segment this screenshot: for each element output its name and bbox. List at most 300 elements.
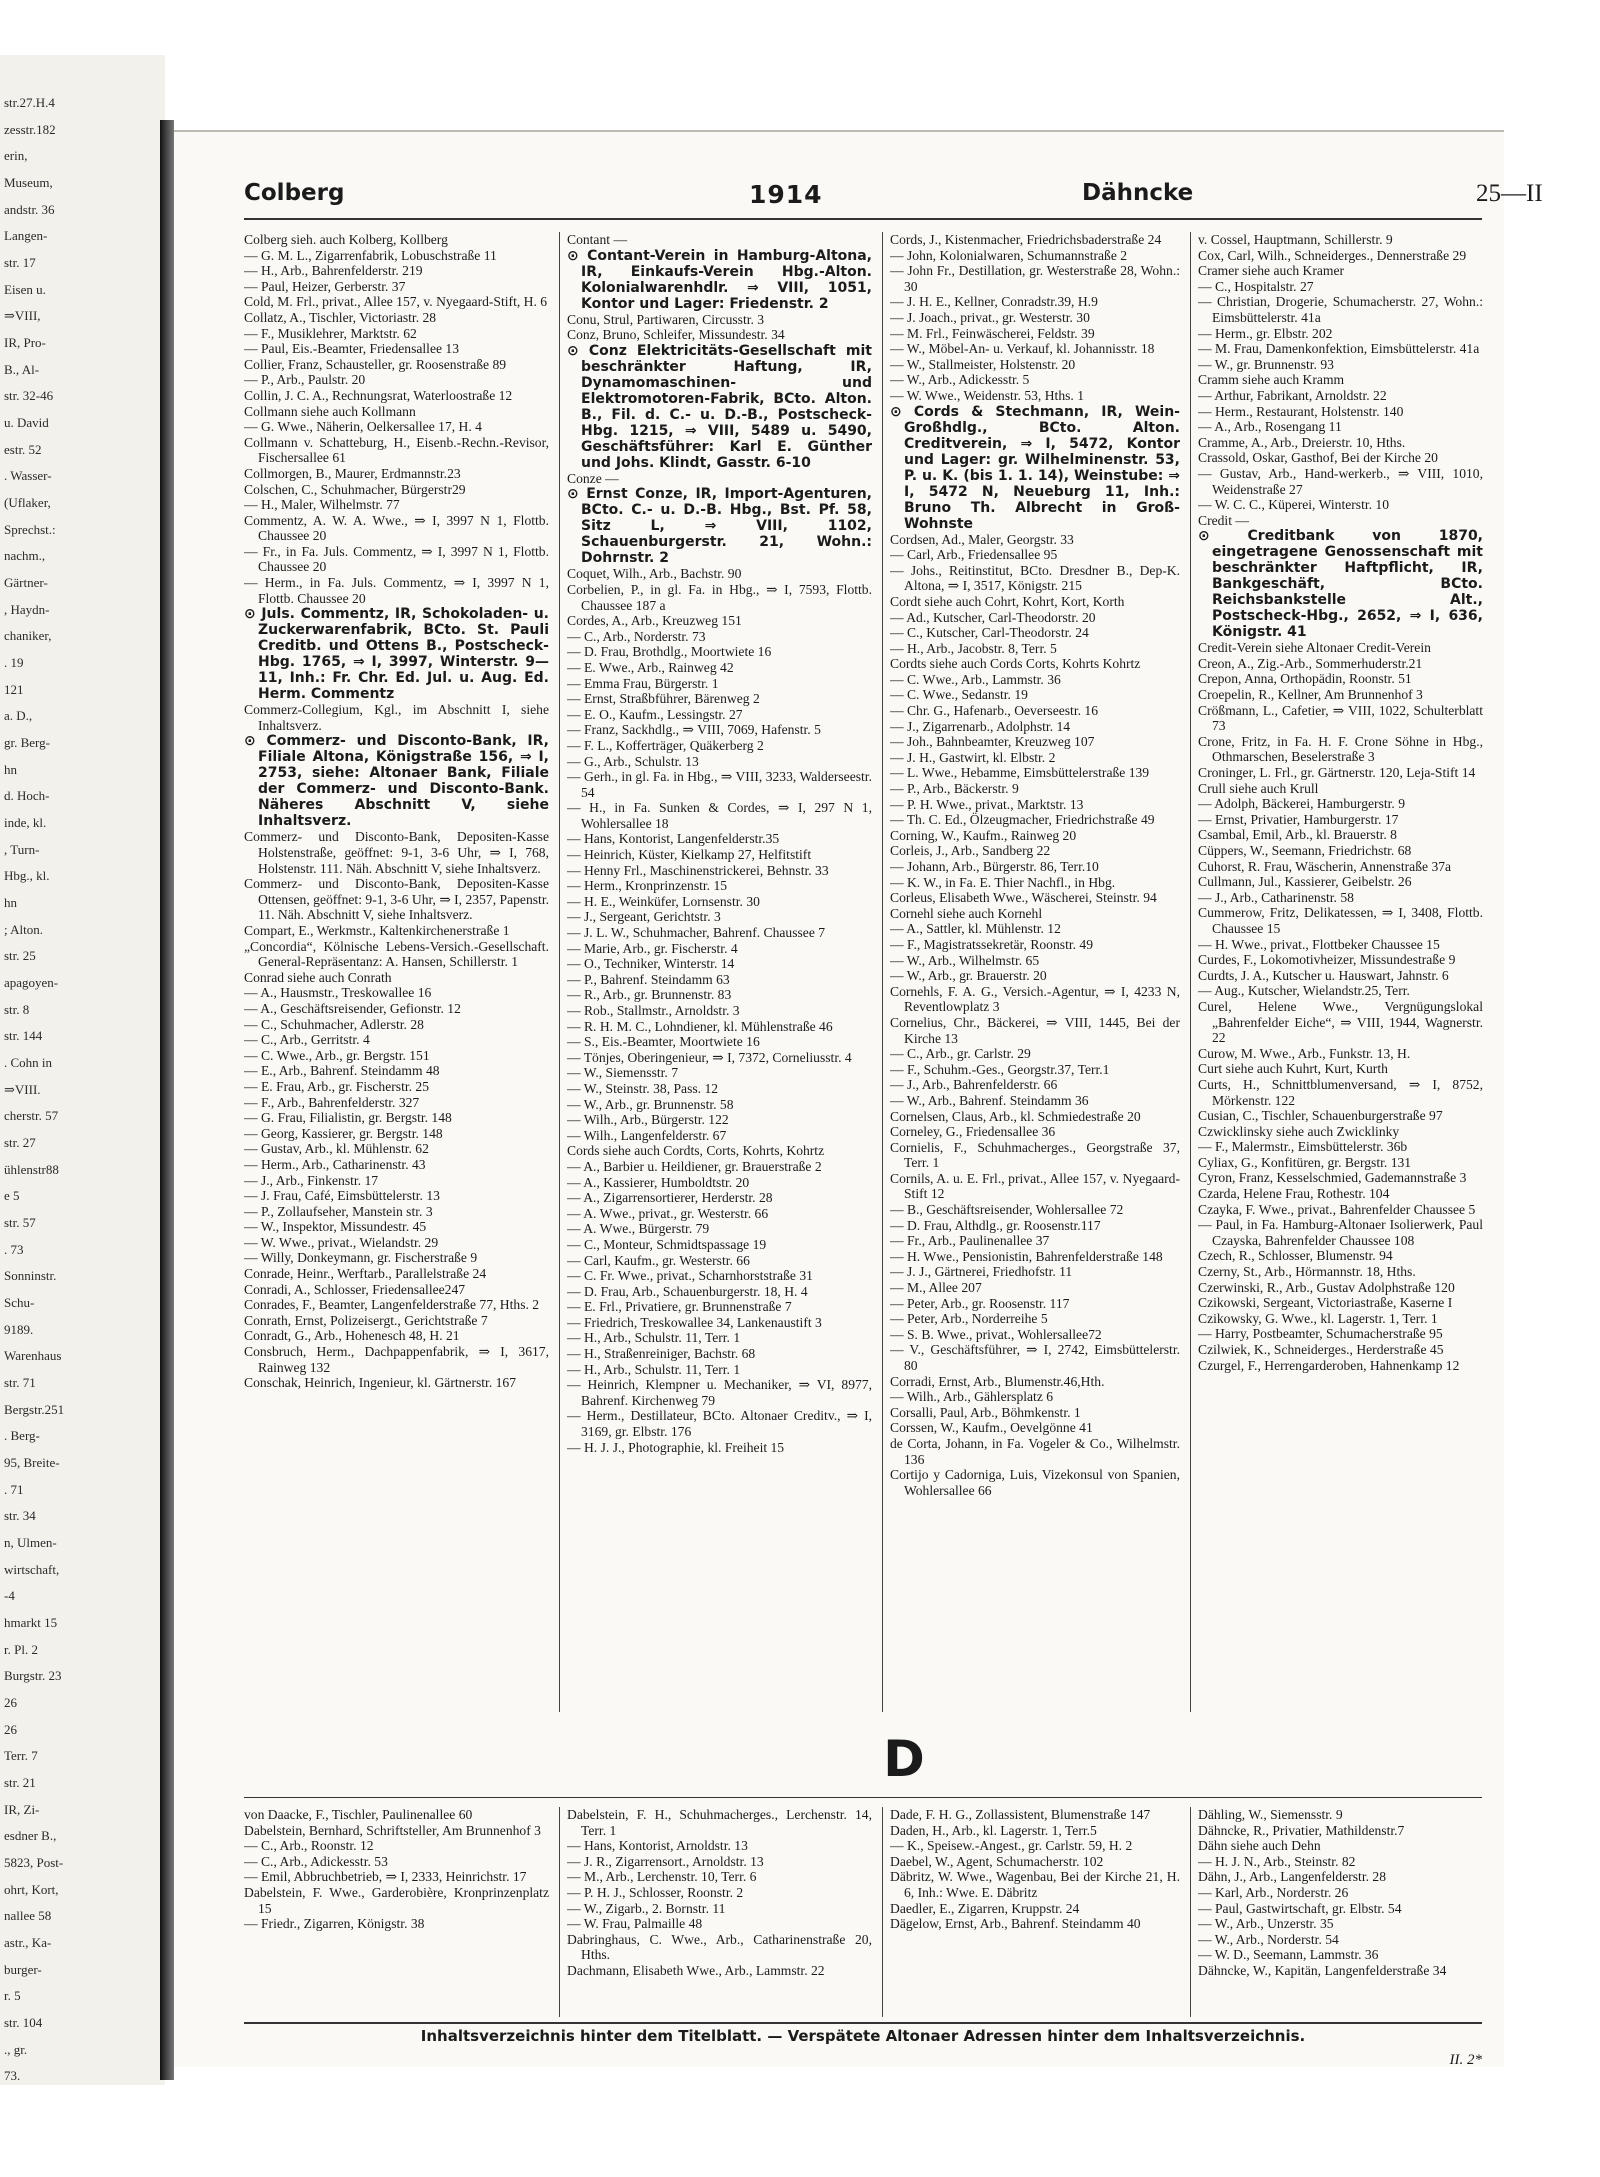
neighbour-text-fragment: str. 21	[4, 1775, 36, 1790]
directory-entry: — J., Sergeant, Gerichtstr. 3	[567, 909, 721, 925]
directory-entry: — Marie, Arb., gr. Fischerstr. 4	[567, 940, 738, 956]
directory-entry: — P., Bahrenf. Steindamm 63	[567, 971, 730, 987]
directory-entry: — Gerh., in gl. Fa. in Hbg., ⇒ VIII, 3233, Walderseestr. 54	[567, 769, 872, 800]
neighbour-text-fragment: . Wasser-	[4, 468, 52, 483]
directory-entry: ⊙ Contant-Verein in Hamburg-Altona, IR, Einkaufs-Verein Hbg.-Alton. Kolonialwarenhdlr. ⇒ VIII, 1051, Kontor und Lager: Friedenstr. 2	[567, 247, 872, 312]
directory-entry: — Wilh., Arb., Gählersplatz 6	[890, 1389, 1054, 1405]
directory-entry: — K., Speisew.-Angest., gr. Carlstr. 59, H. 2	[890, 1838, 1133, 1854]
header-first-name: Colberg	[244, 180, 345, 206]
directory-entry: Curts, H., Schnittblumenversand, ⇒ I, 8752, Mörkenstr. 122	[1198, 1076, 1483, 1108]
directory-entry: — F., Malermstr., Eimsbüttelerstr. 36b	[1198, 1139, 1408, 1155]
directory-entry: Dachmann, Elisabeth Wwe., Arb., Lammstr. 22	[567, 1962, 825, 1978]
directory-entry: — R. H. M. C., Lohndiener, kl. Mühlenstraße 46	[567, 1018, 833, 1034]
directory-entry: Credit-Verein siehe Altonaer Credit-Verein	[1198, 640, 1431, 656]
directory-entry: Commentz, A. W. A. Wwe., ⇒ I, 3997 N 1, Flottb. Chaussee 20	[244, 512, 549, 544]
directory-entry: — Emil, Abbruchbetrieb, ⇒ I, 2333, Heinrichstr. 17	[244, 1869, 527, 1885]
neighbour-text-fragment: astr., Ka-	[4, 1935, 52, 1950]
neighbour-text-fragment: 9189.	[4, 1322, 34, 1337]
directory-entry: — Joh., Bahnbeamter, Kreuzweg 107	[890, 734, 1095, 750]
directory-entry: — John Fr., Destillation, gr. Westerstraße 28, Wohn.: 30	[890, 263, 1180, 294]
directory-entry: Corleus, Elisabeth Wwe., Wäscherei, Steinstr. 94	[890, 890, 1157, 906]
directory-entry: Cordts siehe auch Cords Corts, Kohrts Kohrtz	[890, 656, 1141, 672]
neighbour-text-fragment: str. 104	[4, 2015, 43, 2030]
directory-entry: Corbelien, P., in gl. Fa. in Hbg., ⇒ I, 7593, Flottb. Chaussee 187 a	[567, 581, 872, 613]
directory-entry: — B., Geschäftsreisender, Wohlersallee 72	[890, 1202, 1124, 1218]
neighbour-text-fragment: str. 57	[4, 1215, 36, 1230]
directory-entry: — J. L. W., Schuhmacher, Bahrenf. Chaussee 7	[567, 925, 826, 941]
directory-entry: Cornelius, Chr., Bäckerei, ⇒ VIII, 1445, Bei der Kirche 13	[890, 1014, 1180, 1046]
directory-entry: Dabelstein, F. H., Schuhmacherges., Lerchenstr. 14, Terr. 1	[567, 1807, 872, 1838]
directory-entry: — W., Arb., Norderstr. 54	[1198, 1931, 1339, 1947]
neighbour-text-fragment: 26	[4, 1695, 17, 1710]
neighbour-text-fragment: 26	[4, 1722, 17, 1737]
directory-entry: — E. Frau, Arb., gr. Fischerstr. 25	[244, 1078, 430, 1094]
directory-entry: — J., Arb., Catharinenstr. 58	[1198, 889, 1354, 905]
neighbour-text-fragment: IR, Zi-	[4, 1802, 40, 1817]
neighbour-text-fragment: erin,	[4, 148, 28, 163]
neighbour-text-fragment: -4	[4, 1588, 15, 1603]
neighbour-text-fragment: wirtschaft,	[4, 1562, 60, 1577]
neighbour-text-fragment: inde, kl.	[4, 815, 47, 830]
directory-entry: — F., Arb., Bahrenfelderstr. 327	[244, 1094, 420, 1110]
directory-entry: — G. Wwe., Näherin, Oelkersallee 17, H. 4	[244, 419, 482, 435]
neighbour-text-fragment: Gärtner-	[4, 575, 48, 590]
directory-entry: Cornehls, F. A. G., Versich.-Agentur, ⇒ I, 4233 N, Reventlowplatz 3	[890, 983, 1180, 1015]
directory-entry: Conz, Bruno, Schleifer, Missundestr. 34	[567, 327, 785, 343]
directory-entry: — J. Frau, Café, Eimsbüttelerstr. 13	[244, 1188, 440, 1204]
directory-page	[174, 130, 1543, 2068]
directory-entry: — V., Geschäftsführer, ⇒ I, 2742, Eimsbüttelerstr. 80	[890, 1342, 1180, 1373]
directory-entry: Curdts, J. A., Kutscher u. Hauswart, Jahnstr. 6	[1198, 967, 1449, 983]
directory-entry: ⊙ Conz Elektricitäts-Gesellschaft mit beschränkter Haftung, IR, Dynamomaschinen- und Elektromotoren-Fabrik, BCto. Alton. B., Fil. d. C.- u. D.-B., Postscheck-Hbg. 1215, ⇒ VIII, 5489 u. 5490, Geschäftsführer: Karl E. Günther und Johs. Klindt, Gasstr. 6-10	[567, 342, 872, 471]
directory-entry: Dabelstein, Bernhard, Schriftsteller, Am Brunnenhof 3	[244, 1822, 541, 1838]
directory-entry: Crößmann, L., Cafetier, ⇒ VIII, 1022, Schulterblatt 73	[1198, 702, 1483, 734]
neighbour-text-fragment: 121	[4, 682, 24, 697]
directory-entry: — E. Wwe., Arb., Rainweg 42	[567, 659, 734, 675]
d-column-1	[244, 1807, 549, 2017]
directory-entry: — Herm., gr. Elbstr. 202	[1198, 325, 1333, 341]
directory-entry: Corsalli, Paul, Arb., Böhmkenstr. 1	[890, 1404, 1081, 1420]
directory-entry: — Th. C. Ed., Ölzeugmacher, Friedrichstraße 49	[890, 812, 1155, 828]
neighbour-text-fragment: str. 144	[4, 1028, 43, 1043]
neighbour-text-fragment: str. 71	[4, 1375, 36, 1390]
directory-entry: — J. H., Gastwirt, kl. Elbstr. 2	[890, 749, 1056, 765]
neighbour-text-fragment: esdner B.,	[4, 1828, 57, 1843]
directory-entry: — J. J., Gärtnerei, Friedhofstr. 11	[890, 1264, 1073, 1280]
directory-entry: — Heinrich, Küster, Kielkamp 27, Helfitstift	[567, 847, 812, 863]
directory-entry: — Hans, Kontorist, Arnoldstr. 13	[567, 1838, 748, 1854]
neighbour-text-fragment: str. 17	[4, 255, 36, 270]
directory-entry: Cordes, A., Arb., Kreuzweg 151	[567, 613, 742, 629]
column-divider	[559, 1807, 560, 2017]
section-letter: D	[883, 1730, 925, 1788]
directory-entry: — Friedrich, Treskowallee 34, Lankenaustift 3	[567, 1314, 822, 1330]
directory-entry: — A., Arb., Rosengang 11	[1198, 419, 1342, 435]
directory-entry: Daden, H., Arb., kl. Lagerstr. 1, Terr.5	[890, 1822, 1097, 1838]
directory-entry: — Paul, Eis.-Beamter, Friedensallee 13	[244, 341, 460, 357]
directory-entry: — H., in Fa. Sunken & Cordes, ⇒ I, 297 N 1, Wohlersallee 18	[567, 800, 872, 831]
directory-entry: — D. Frau, Althdlg., gr. Roosenstr.117	[890, 1217, 1101, 1233]
directory-entry: — W., Arb., Wilhelmstr. 65	[890, 952, 1040, 968]
neighbour-text-fragment: Sprechst.:	[4, 522, 56, 537]
directory-entry: — C., Arb., gr. Carlstr. 29	[890, 1046, 1031, 1062]
directory-entry: — K. W., in Fa. E. Thier Nachfl., in Hbg.	[890, 874, 1116, 890]
directory-entry: — W., Steinstr. 38, Pass. 12	[567, 1080, 719, 1096]
directory-entry: Collatz, A., Tischler, Victoriastr. 28	[244, 309, 437, 325]
neighbour-text-fragment: estr. 52	[4, 442, 42, 457]
neighbour-text-fragment: B., Al-	[4, 362, 40, 377]
directory-entry: — F. L., Kofferträger, Quäkerberg 2	[567, 737, 764, 753]
directory-entry: — P. H. Wwe., privat., Marktstr. 13	[890, 796, 1084, 812]
directory-entry: — E. O., Kaufm., Lessingstr. 27	[567, 706, 743, 722]
directory-entry: Csambal, Emil, Arb., kl. Brauerstr. 8	[1198, 827, 1397, 843]
directory-entry: Cords, J., Kistenmacher, Friedrichsbaderstraße 24	[890, 232, 1162, 247]
directory-entry: — Georg, Kassierer, gr. Bergstr. 148	[244, 1125, 443, 1141]
directory-entry: — H., Arb., Bahrenfelderstr. 219	[244, 263, 423, 279]
directory-entry: — Ernst, Straßbführer, Bärenweg 2	[567, 691, 760, 707]
neighbour-text-fragment: ⇒VIII.	[4, 1082, 41, 1097]
directory-entry: Conrad siehe auch Conrath	[244, 969, 392, 985]
neighbour-text-fragment: r. 5	[4, 1988, 21, 2003]
directory-entry: Curt siehe auch Kuhrt, Kurt, Kurth	[1198, 1061, 1388, 1077]
directory-entry: Cold, M. Frl., privat., Allee 157, v. Nyegaard-Stift, H. 6	[244, 294, 548, 310]
neighbour-text-fragment: ühlenstr88	[4, 1162, 59, 1177]
directory-entry: — J. R., Zigarrensort., Arnoldstr. 13	[567, 1853, 764, 1869]
directory-entry: — Arthur, Fabrikant, Arnoldstr. 22	[1198, 387, 1387, 403]
directory-entry: — S., Eis.-Beamter, Moortwiete 16	[567, 1034, 760, 1050]
directory-entry: Dähncke, R., Privatier, Mathildenstr.7	[1198, 1822, 1405, 1838]
directory-entry: v. Cossel, Hauptmann, Schillerstr. 9	[1198, 232, 1393, 247]
neighbour-text-fragment: hn	[4, 762, 17, 777]
neighbour-text-fragment: Bergstr.251	[4, 1402, 65, 1417]
directory-entry: — H. J. J., Photographie, kl. Freiheit 15	[567, 1439, 785, 1455]
neighbour-text-fragment: a. D.,	[4, 708, 33, 723]
directory-entry: Czikowski, Sergeant, Victoriastraße, Kaserne I	[1198, 1295, 1453, 1311]
d-column-3	[890, 1807, 1180, 2017]
directory-entry: — Ernst, Privatier, Hamburgerstr. 17	[1198, 811, 1399, 827]
directory-entry: — P., Zollaufseher, Manstein str. 3	[244, 1203, 433, 1219]
directory-entry: Croninger, L. Frl., gr. Gärtnerstr. 120, Leja-Stift 14	[1198, 765, 1476, 781]
directory-entry: Czayka, F. Wwe., privat., Bahrenfelder Chaussee 5	[1198, 1201, 1476, 1217]
directory-entry: — C. Wwe., Arb., Lammstr. 36	[890, 671, 1061, 687]
directory-entry: ⊙ Juls. Commentz, IR, Schokoladen- u. Zuckerwarenfabrik, BCto. St. Pauli Creditb. und Ottens B., Postscheck-Hbg. 1765, ⇒ I, 3997, Winterstr. 9—11, Inh.: Fr. Chr. Ed. Jul. u. Aug. Ed. Herm. Commentz	[244, 606, 549, 703]
neighbour-text-fragment: str.27.H.4	[4, 95, 55, 110]
directory-entry: Coquet, Wilh., Arb., Bachstr. 90	[567, 566, 742, 582]
directory-entry: Croepelin, R., Kellner, Am Brunnenhof 3	[1198, 687, 1423, 703]
directory-entry: — W. Frau, Palmaille 48	[567, 1916, 703, 1932]
directory-entry: Consbruch, Herm., Dachpappenfabrik, ⇒ I, 3617, Rainweg 132	[244, 1344, 549, 1375]
directory-entry: — C., Monteur, Schmidtspassage 19	[567, 1236, 767, 1252]
directory-entry: Cornehl siehe auch Kornehl	[890, 905, 1043, 921]
directory-entry: — W., Arb., gr. Brauerstr. 20	[890, 968, 1047, 984]
neighbour-text-fragment: u. David	[4, 415, 49, 430]
neighbour-text-fragment: Eisen u.	[4, 282, 46, 297]
directory-entry: Cortijo y Cadorniga, Luis, Vizekonsul von Spanien, Wohlersallee 66	[890, 1467, 1180, 1498]
directory-entry: — E., Arb., Bahrenf. Steindamm 48	[244, 1063, 440, 1079]
directory-entry: Corneley, G., Friedensallee 36	[890, 1124, 1056, 1140]
directory-entry: — C., Hospitalstr. 27	[1198, 278, 1314, 294]
directory-entry: Curdes, F., Lokomotivheizer, Missundestraße 9	[1198, 952, 1456, 968]
directory-entry: — Herm., Arb., Catharinenstr. 43	[244, 1156, 426, 1172]
directory-entry: Czwicklinsky siehe auch Zwicklinky	[1198, 1123, 1400, 1139]
directory-entry: Commerz- und Disconto-Bank, Depositen-Kasse Ottensen, geöffnet: 9-1, 3-6 Uhr, ⇒ I, 2357, Papenstr. 11. Näh. Abschnitt V, siehe Inhaltsverz.	[244, 876, 549, 923]
neighbour-text-fragment: . Cohn in	[4, 1055, 53, 1070]
directory-entry: Curow, M. Wwe., Arb., Funkstr. 13, H.	[1198, 1045, 1411, 1061]
directory-entry: de Corta, Johann, in Fa. Vogeler & Co., Wilhelmstr. 136	[890, 1435, 1180, 1467]
column-divider	[882, 1807, 883, 2017]
directory-entry: — A. Wwe., Bürgerstr. 79	[567, 1221, 710, 1237]
directory-entry: Cornielis, F., Schuhmacherges., Georgstraße 37, Terr. 1	[890, 1139, 1180, 1171]
neighbour-text-fragment: Sonninstr.	[4, 1268, 57, 1283]
directory-entry: Cullmann, Jul., Kassierer, Geibelstr. 26	[1198, 874, 1412, 890]
footer-notice: Inhaltsverzeichnis hinter dem Titelblatt. — Verspätete Altonaer Adressen hinter dem Inhaltsverzeichnis.	[420, 2027, 1306, 2045]
directory-entry: — W., Siemensstr. 7	[567, 1065, 679, 1081]
directory-entry: — C., Arb., Adickesstr. 53	[244, 1853, 388, 1869]
neighbour-page-strip	[0, 55, 165, 2085]
directory-entry: — A. Wwe., privat., gr. Westerstr. 66	[567, 1205, 769, 1221]
directory-entry: — P., Arb., Paulstr. 20	[244, 372, 366, 388]
directory-entry: Daebel, W., Agent, Schumacherstr. 102	[890, 1853, 1104, 1869]
column-divider	[882, 232, 883, 1712]
neighbour-text-fragment: chaniker,	[4, 628, 52, 643]
directory-entry: ⊙ Creditbank von 1870, eingetragene Genossenschaft mit beschränkter Haftpflicht, IR, Bankgeschäft, BCto. Reichsbankstelle Alt., Postscheck-Hbg., 2652, ⇒ I, 636, Königstr. 41	[1198, 528, 1483, 641]
directory-entry: Conu, Strul, Partiwaren, Circusstr. 3	[567, 311, 765, 327]
directory-entry: Daedler, E., Zigarren, Kruppstr. 24	[890, 1900, 1080, 1916]
directory-entry: — Herm., in Fa. Juls. Commentz, ⇒ I, 3997 N 1, Flottb. Chaussee 20	[244, 575, 549, 606]
directory-entry: — H., Arb., Schulstr. 11, Terr. 1	[567, 1361, 741, 1377]
directory-entry: Czilwiek, K., Schneiderges., Herderstraße 45	[1198, 1342, 1444, 1357]
directory-entry: ⊙ Ernst Conze, IR, Import-Agenturen, BCto. C.- u. D.-B. Hbg., Bst. Pf. 58, Sitz L, ⇒ VIII, 1102, Schauenburgerstr. 21, Wohn.: Dohrnstr. 2	[567, 486, 872, 567]
directory-entry: Dägelow, Ernst, Arb., Bahrenf. Steindamm 40	[890, 1916, 1141, 1932]
directory-entry: Czarda, Helene Frau, Rothestr. 104	[1198, 1186, 1390, 1202]
neighbour-text-fragment: Schu-	[4, 1295, 35, 1310]
directory-entry: — Karl, Arb., Norderstr. 26	[1198, 1884, 1349, 1900]
directory-entry: — A., Geschäftsreisender, Gefionstr. 12	[244, 1000, 461, 1016]
directory-entry: — W., Inspektor, Missundestr. 45	[244, 1219, 427, 1235]
neighbour-text-fragment: 73.	[4, 2068, 21, 2083]
directory-entry: Dabringhaus, C. Wwe., Arb., Catharinenstraße 20, Hths.	[567, 1931, 872, 1963]
column-divider	[1190, 232, 1191, 1712]
directory-entry: Cuhorst, R. Frau, Wäscherin, Annenstraße 37a	[1198, 858, 1452, 874]
directory-entry: — C., Kutscher, Carl-Theodorstr. 24	[890, 625, 1089, 641]
directory-entry: — M. Frau, Damenkonfektion, Eimsbüttelerstr. 41a	[1198, 341, 1480, 357]
header-rule	[244, 218, 1482, 220]
directory-entry: Cüppers, W., Seemann, Friedrichstr. 68	[1198, 843, 1412, 858]
directory-entry: — Johs., Reitinstitut, BCto. Dresdner B., Dep-K. Altona, ⇒ I, 3517, Königstr. 215	[890, 562, 1180, 594]
directory-entry: Czech, R., Schlosser, Blumenstr. 94	[1198, 1248, 1393, 1264]
directory-entry: Conrade, Heinr., Werftarb., Parallelstraße 24	[244, 1266, 487, 1282]
directory-entry: Collmann v. Schatteburg, H., Eisenb.-Rechn.-Revisor, Fischersallee 61	[244, 434, 549, 466]
directory-entry: — Peter, Arb., Norderreihe 5	[890, 1311, 1048, 1327]
directory-entry: Creon, A., Zig.-Arb., Sommerhuderstr.21	[1198, 655, 1423, 671]
directory-entry: — S. B. Wwe., privat., Wohlersallee72	[890, 1326, 1102, 1342]
directory-entry: — W., Stallmeister, Holstenstr. 20	[890, 356, 1076, 372]
header-year: 1914	[749, 180, 823, 209]
directory-entry: — J., Zigarrenarb., Adolphstr. 14	[890, 718, 1071, 734]
neighbour-text-fragment: n, Ulmen-	[4, 1535, 57, 1550]
directory-entry: Czurgel, F., Herrengarderoben, Hahnenkamp 12	[1198, 1357, 1460, 1373]
directory-entry: — M. Frl., Feinwäscherei, Feldstr. 39	[890, 325, 1095, 341]
directory-entry: Collin, J. C. A., Rechnungsrat, Waterloostraße 12	[244, 387, 513, 403]
directory-entry: — Willy, Donkeymann, gr. Fischerstraße 9	[244, 1250, 478, 1266]
directory-entry: Dabelstein, F. Wwe., Garderobière, Kronprinzenplatz 15	[244, 1884, 549, 1916]
directory-entry: Cornils, A. u. E. Frl., privat., Allee 157, v. Nyegaard-Stift 12	[890, 1170, 1180, 1202]
neighbour-text-fragment: apagoyen-	[4, 975, 59, 990]
neighbour-text-fragment: str. 25	[4, 948, 36, 963]
directory-entry: — C. Fr. Wwe., privat., Scharnhorststraße 31	[567, 1268, 813, 1284]
directory-entry: — Emma Frau, Bürgerstr. 1	[567, 675, 719, 691]
directory-entry: — Hans, Kontorist, Langenfelderstr.35	[567, 831, 780, 847]
neighbour-text-fragment: andstr. 36	[4, 202, 55, 217]
directory-entry: Dähn, J., Arb., Langenfelderstr. 28	[1198, 1869, 1387, 1885]
directory-entry: — P. H. J., Schlosser, Roonstr. 2	[567, 1884, 744, 1900]
directory-entry: — J. Joach., privat., gr. Westerstr. 30	[890, 309, 1090, 325]
directory-entry: — Christian, Drogerie, Schumacherstr. 27, Wohn.: Eimsbüttelerstr. 41a	[1198, 294, 1483, 325]
directory-entry: Conschak, Heinrich, Ingenieur, kl. Gärtnerstr. 167	[244, 1375, 517, 1391]
directory-entry: — D. Frau, Brothdlg., Moortwiete 16	[567, 644, 772, 660]
directory-entry: Crepon, Anna, Orthopädin, Roonstr. 51	[1198, 671, 1412, 687]
neighbour-text-fragment: , Turn-	[4, 842, 40, 857]
directory-entry: Contant —	[567, 232, 628, 247]
directory-entry: — J., Arb., Bahrenfelderstr. 66	[890, 1077, 1058, 1093]
directory-entry: Conrades, F., Beamter, Langenfelderstraße 77, Hths. 2	[244, 1297, 540, 1313]
directory-entry: — H. E., Weinküfer, Lornsenstr. 30	[567, 893, 760, 909]
directory-entry: — W. D., Seemann, Lammstr. 36	[1198, 1947, 1379, 1963]
directory-entry: Credit —	[1198, 512, 1249, 528]
directory-entry: Colschen, C., Schuhmacher, Bürgerstr29	[244, 481, 466, 497]
neighbour-text-fragment: Museum,	[4, 175, 53, 190]
directory-entry: Colberg sieh. auch Kolberg, Kollberg	[244, 232, 448, 247]
neighbour-text-fragment: nachm.,	[4, 548, 46, 563]
neighbour-text-fragment: ohrt, Kort,	[4, 1882, 59, 1897]
directory-entry: — Johann, Arb., Bürgerstr. 86, Terr.10	[890, 859, 1099, 874]
neighbour-text-fragment: str. 34	[4, 1508, 36, 1523]
directory-entry: — H. J. N., Arb., Steinstr. 82	[1198, 1853, 1356, 1869]
page-number: 25—II	[1476, 180, 1543, 207]
directory-entry: Conradi, A., Schlosser, Friedensallee247	[244, 1281, 466, 1297]
directory-entry: — M., Arb., Lerchenstr. 10, Terr. 6	[567, 1869, 757, 1885]
neighbour-text-fragment: nallee 58	[4, 1908, 52, 1923]
directory-entry: Cordsen, Ad., Maler, Georgstr. 33	[890, 531, 1074, 547]
directory-entry: Cyliax, G., Konfitüren, gr. Bergstr. 131	[1198, 1154, 1412, 1170]
directory-entry: ⊙ Cords & Stechmann, IR, Wein-Großhdlg., BCto. Alton. Creditverein, ⇒ I, 5472, Kontor und Lager: gr. Wilhelminenstr. 53, P. u. K. (bis 1. 1. 14), Weinstube: ⇒ I, 5472 N, Neueburg 11, Inh.: Bruno Th. Albrecht in Groß-Wohnste	[890, 403, 1180, 532]
directory-entry: Cordt siehe auch Cohrt, Kohrt, Kort, Korth	[890, 593, 1125, 609]
neighbour-text-fragment: Hbg., kl.	[4, 868, 50, 883]
neighbour-text-fragment: d. Hoch-	[4, 788, 50, 803]
directory-entry: „Concordia“, Kölnische Lebens-Versich.-Gesellschaft. General-Repräsentanz: A. Hansen, Schillerstr. 1	[244, 938, 549, 970]
directory-entry: — Wilh., Langenfelderstr. 67	[567, 1127, 727, 1143]
column-2	[567, 232, 872, 1712]
directory-entry: — Fr., Arb., Paulinenallee 37	[890, 1233, 1050, 1249]
neighbour-text-fragment: IR, Pro-	[4, 335, 46, 350]
neighbour-text-fragment: cherstr. 57	[4, 1108, 59, 1123]
neighbour-text-fragment: Langen-	[4, 228, 48, 243]
directory-entry: — J. H. E., Kellner, Conradstr.39, H.9	[890, 294, 1098, 310]
directory-entry: — Wilh., Arb., Bürgerstr. 122	[567, 1112, 729, 1128]
directory-entry: Conrath, Ernst, Polizeisergt., Gerichtstraße 7	[244, 1312, 488, 1328]
neighbour-text-fragment: gr. Berg-	[4, 735, 50, 750]
neighbour-text-fragment: Burgstr. 23	[4, 1668, 62, 1683]
directory-entry: Cramme, A., Arb., Dreierstr. 10, Hths.	[1198, 434, 1406, 450]
neighbour-text-fragment: burger-	[4, 1962, 42, 1977]
directory-entry: — Chr. G., Hafenarb., Oeverseestr. 16	[890, 703, 1099, 719]
directory-entry: — Fr., in Fa. Juls. Commentz, ⇒ I, 3997 N 1, Flottb. Chaussee 20	[244, 543, 549, 575]
column-3	[890, 232, 1180, 1712]
directory-entry: — G., Arb., Schulstr. 13	[567, 753, 699, 769]
directory-entry: — A., Zigarrensortierer, Herderstr. 28	[567, 1190, 773, 1206]
directory-entry: Curel, Helene Wwe., Vergnügungslokal „Bahrenfelder Eiche“, ⇒ VIII, 1944, Wagnerstr. 22	[1198, 998, 1483, 1046]
directory-entry: Dähncke, W., Kapitän, Langenfelderstraße 34	[1198, 1962, 1447, 1978]
directory-entry: Dade, F. H. G., Zollassistent, Blumenstraße 147	[890, 1807, 1151, 1822]
neighbour-text-fragment: e 5	[4, 1188, 20, 1203]
directory-entry: Czikowsky, G. Wwe., kl. Lagerstr. 1, Terr. 1	[1198, 1310, 1438, 1326]
directory-entry: Corning, W., Kaufm., Rainweg 20	[890, 827, 1077, 843]
directory-entry: — Tönjes, Oberingenieur, ⇒ I, 7372, Corneliusstr. 4	[567, 1049, 852, 1065]
directory-entry: — P., Arb., Bäckerstr. 9	[890, 781, 1019, 797]
neighbour-text-fragment: ; Alton.	[4, 922, 44, 937]
neighbour-text-fragment: Terr. 7	[4, 1748, 38, 1763]
directory-entry: — J., Arb., Finkenstr. 17	[244, 1172, 379, 1188]
directory-entry: Cramm siehe auch Kramm	[1198, 372, 1345, 388]
directory-entry: Cornelsen, Claus, Arb., kl. Schmiedestraße 20	[890, 1108, 1141, 1124]
section-rule	[244, 1797, 1482, 1798]
directory-entry: Collmann siehe auch Kollmann	[244, 403, 416, 419]
directory-entry: — H., Arb., Schulstr. 11, Terr. 1	[567, 1330, 741, 1346]
directory-entry: — C., Arb., Gerritstr. 4	[244, 1032, 370, 1048]
directory-entry: — C. Wwe., Sedanstr. 19	[890, 687, 1028, 703]
directory-entry: — W. C. C., Küperei, Winterstr. 10	[1198, 497, 1390, 513]
directory-entry: — H., Straßenreiniger, Bachstr. 68	[567, 1346, 756, 1362]
directory-entry: — H. Wwe., Pensionistin, Bahrenfelderstraße 148	[890, 1248, 1163, 1264]
directory-entry: — Paul, in Fa. Hamburg-Altonaer Isolierwerk, Paul Czayska, Bahrenfelder Chaussee 108	[1198, 1217, 1483, 1248]
directory-entry: — Rob., Stallmstr., Arnoldstr. 3	[567, 1003, 740, 1018]
neighbour-text-fragment: hmarkt 15	[4, 1615, 58, 1630]
directory-entry: — D. Frau, Arb., Schauenburgerstr. 18, H. 4	[567, 1283, 808, 1299]
directory-entry: Cyron, Franz, Kesselschmied, Gademannstraße 3	[1198, 1170, 1467, 1186]
directory-entry: — A., Sattler, kl. Mühlenstr. 12	[890, 921, 1061, 937]
directory-entry: — W., gr. Brunnenstr. 93	[1198, 356, 1334, 372]
directory-entry: — W., Arb., gr. Brunnenstr. 58	[567, 1096, 734, 1112]
directory-entry: Corleis, J., Arb., Sandberg 22	[890, 843, 1051, 859]
neighbour-text-fragment: hn	[4, 895, 17, 910]
directory-entry: — C., Schuhmacher, Adlerstr. 28	[244, 1016, 424, 1032]
directory-entry: — Carl, Kaufm., gr. Westerstr. 66	[567, 1252, 750, 1268]
directory-entry: Cusian, C., Tischler, Schauenburgerstraße 97	[1198, 1108, 1443, 1124]
directory-entry: Crassold, Oskar, Gasthof, Bei der Kirche 20	[1198, 450, 1438, 466]
directory-entry: — Ad., Kutscher, Carl-Theodorstr. 20	[890, 609, 1096, 625]
directory-entry: Collmorgen, B., Maurer, Erdmannstr.23	[244, 465, 461, 481]
directory-entry: Compart, E., Werkmstr., Kaltenkirchenerstraße 1	[244, 923, 510, 938]
directory-entry: — W., Arb., Adickesstr. 5	[890, 372, 1030, 388]
directory-entry: — A., Kassierer, Humboldtstr. 20	[567, 1174, 750, 1190]
neighbour-text-fragment: 5823, Post-	[4, 1855, 64, 1870]
directory-entry: — O., Techniker, Winterstr. 14	[567, 956, 735, 972]
directory-entry: Czerwinski, R., Arb., Gustav Adolphstraße 120	[1198, 1279, 1455, 1295]
directory-entry: — Paul, Heizer, Gerberstr. 37	[244, 278, 406, 294]
directory-entry: — John, Kolonialwaren, Schumannstraße 2	[890, 247, 1128, 263]
neighbour-text-fragment: str. 27	[4, 1135, 36, 1150]
neighbour-text-fragment: str. 32-46	[4, 388, 54, 403]
neighbour-text-fragment: ., gr.	[4, 2042, 28, 2057]
running-header	[244, 180, 1543, 214]
directory-entry: — F., Schuhm.-Ges., Georgstr.37, Terr.1	[890, 1061, 1110, 1077]
directory-entry: Collier, Franz, Schausteller, gr. Roosenstraße 89	[244, 356, 507, 372]
directory-entry: — Herm., Destillateur, BCto. Altonaer Creditv., ⇒ I, 3169, gr. Elbstr. 176	[567, 1408, 872, 1440]
directory-entry: Commerz-Collegium, Kgl., im Abschnitt I, siehe Inhaltsverz.	[244, 702, 549, 733]
directory-entry: — W., Arb., Bahrenf. Steindamm 36	[890, 1092, 1089, 1108]
directory-entry: — A., Barbier u. Heildiener, gr. Brauerstraße 2	[567, 1158, 822, 1174]
directory-entry: — Paul, Gastwirtschaft, gr. Elbstr. 54	[1198, 1900, 1402, 1916]
